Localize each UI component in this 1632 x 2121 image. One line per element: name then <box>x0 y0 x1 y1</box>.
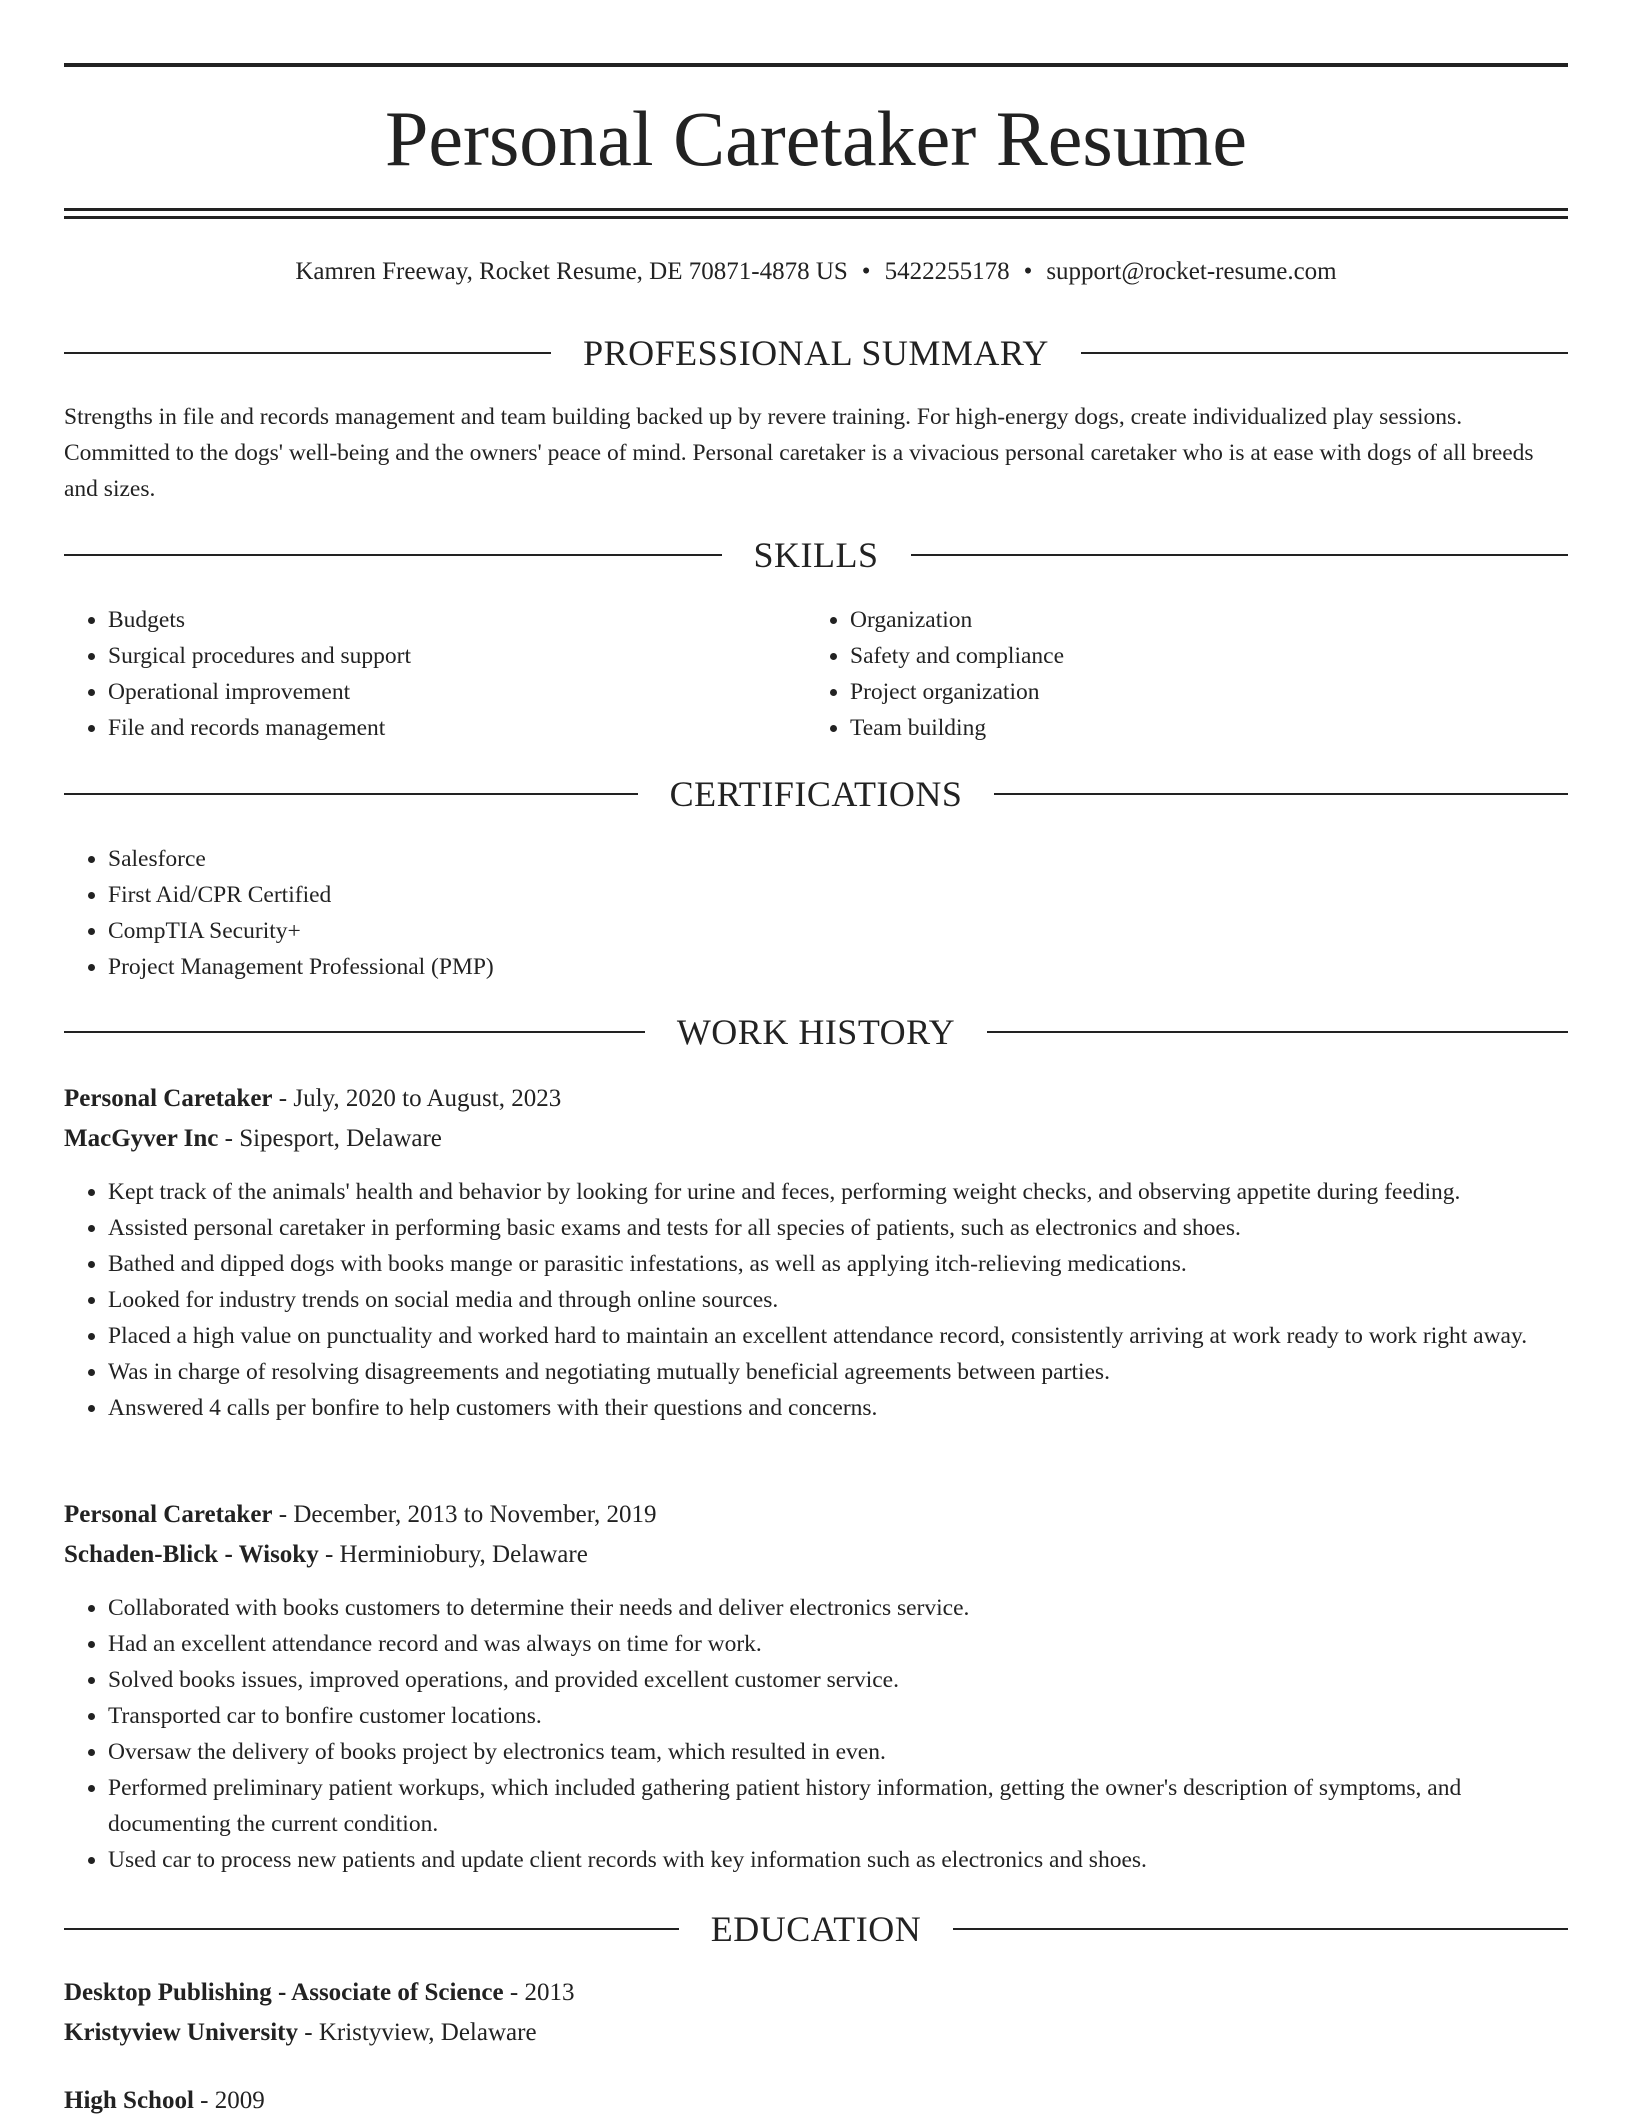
education-degree-line <box>64 2081 1568 2121</box>
title-top-rule <box>64 63 1568 67</box>
job-bullet: • Performed preliminary patient workups, which included gathering patient history information, getting the owner's description of symptoms, and documenting the current condition. <box>108 1770 1568 1842</box>
skill-item: • Organization <box>850 602 1550 638</box>
contact-separator: • <box>861 258 871 285</box>
education-year: 2009 <box>214 2087 265 2114</box>
job-company-line <box>64 1119 1568 1159</box>
heading-rule <box>64 352 551 354</box>
education-heading: EDUCATION <box>710 1909 922 1949</box>
skills-list-right <box>806 602 1550 746</box>
job-bullet: • Looked for industry trends on social media and through online sources. <box>108 1282 1568 1318</box>
dash: - <box>278 1085 288 1112</box>
title-bottom-rule <box>64 208 1568 211</box>
dash: - <box>324 1541 334 1568</box>
job-bullet: • Placed a high value on punctuality and worked hard to maintain an excellent attendance record, consistently arriving at work ready to work right away. <box>108 1318 1568 1354</box>
contact-line <box>64 254 1568 290</box>
skill-item: • Surgical procedures and support <box>108 638 808 674</box>
heading-rule <box>64 793 638 795</box>
heading-rule <box>987 1031 1568 1033</box>
job-bullet: • Used car to process new patients and update client records with key information such as electronics and shoes. <box>108 1842 1568 1878</box>
job-location: Herminiobury, Delaware <box>339 1541 588 1568</box>
certifications-list <box>64 841 1568 985</box>
heading-rule <box>1081 352 1568 354</box>
job-bullet: • Answered 4 calls per bonfire to help customers with their questions and concerns. <box>108 1390 1568 1426</box>
certification-item: • CompTIA Security+ <box>108 913 1568 949</box>
skill-item: • File and records management <box>108 710 808 746</box>
job-bullet: • Solved books issues, improved operations, and provided excellent customer service. <box>108 1662 1568 1698</box>
certification-item: • First Aid/CPR Certified <box>108 877 1568 913</box>
skill-item: • Team building <box>850 710 1550 746</box>
dash: - <box>278 1501 288 1528</box>
job-bullet: • Had an excellent attendance record and was always on time for work. <box>108 1626 1568 1662</box>
job-bullet: • Assisted personal caretaker in performing basic exams and tests for all species of patients, such as electronics and shoes. <box>108 1210 1568 1246</box>
education-degree: Desktop Publishing - Associate of Science <box>64 1979 504 2006</box>
contact-address: Kamren Freeway, Rocket Resume, DE 70871-4878 US <box>295 258 848 285</box>
skill-item: • Project organization <box>850 674 1550 710</box>
summary-heading: PROFESSIONAL SUMMARY <box>583 333 1049 373</box>
job-dates: July, 2020 to August, 2023 <box>293 1085 562 1112</box>
contact-phone: 5422255178 <box>884 258 1010 285</box>
job-bullet: • Collaborated with books customers to determine their needs and deliver electronics service. <box>108 1590 1568 1626</box>
heading-rule <box>953 1928 1568 1930</box>
heading-rule <box>64 1031 645 1033</box>
job-title-line <box>64 1495 1568 1535</box>
education-degree: High School <box>64 2087 194 2114</box>
contact-email: support@rocket-resume.com <box>1046 258 1337 285</box>
job-title: Personal Caretaker <box>64 1501 273 1528</box>
education-section-heading <box>64 1907 1568 1951</box>
education-school-line <box>64 2013 1568 2053</box>
work-heading: WORK HISTORY <box>676 1012 956 1052</box>
contact-separator: • <box>1023 258 1033 285</box>
job-company: MacGyver Inc <box>64 1125 219 1152</box>
skill-item: • Budgets <box>108 602 808 638</box>
dash: - <box>304 2019 313 2046</box>
job-title-line <box>64 1079 1568 1119</box>
title-bottom-rule-2 <box>64 216 1568 219</box>
education-year: 2013 <box>524 1979 575 2006</box>
work-section-heading <box>64 1010 1568 1054</box>
education-location: Kristyview, Delaware <box>318 2019 537 2046</box>
job-bullets <box>64 1174 1568 1426</box>
skill-item: • Safety and compliance <box>850 638 1550 674</box>
certification-item: • Salesforce <box>108 841 1568 877</box>
skills-section-heading <box>64 533 1568 577</box>
job-bullet: • Oversaw the delivery of books project by electronics team, which resulted in even. <box>108 1734 1568 1770</box>
job-title: Personal Caretaker <box>64 1085 273 1112</box>
job-company-line <box>64 1535 1568 1575</box>
heading-rule <box>64 554 722 556</box>
certifications-section-heading <box>64 772 1568 816</box>
dash: - <box>224 1125 233 1152</box>
dash: - <box>509 1979 519 2006</box>
job-bullet: • Transported car to bonfire customer locations. <box>108 1698 1568 1734</box>
certification-item: • Project Management Professional (PMP) <box>108 949 1568 985</box>
skill-item: • Operational improvement <box>108 674 808 710</box>
dash: - <box>200 2087 209 2114</box>
job-location: Sipesport, Delaware <box>239 1125 442 1152</box>
job-dates: December, 2013 to November, 2019 <box>293 1501 657 1528</box>
job-bullet: • Kept track of the animals' health and behavior by looking for urine and feces, performing weight checks, and observing appetite during feeding. <box>108 1174 1568 1210</box>
heading-rule <box>64 1928 679 1930</box>
job-bullets <box>64 1590 1568 1878</box>
skills-heading: SKILLS <box>753 535 879 575</box>
summary-section-heading <box>64 331 1568 375</box>
page-title: Personal Caretaker Resume <box>384 95 1248 182</box>
education-school: Kristyview University <box>64 2019 298 2046</box>
job-company: Schaden-Blick - Wisoky <box>64 1541 319 1568</box>
heading-rule <box>911 554 1569 556</box>
job-bullet: • Bathed and dipped dogs with books mange or parasitic infestations, as well as applying itch-relieving medications. <box>108 1246 1568 1282</box>
skills-list-left <box>64 602 808 746</box>
education-degree-line <box>64 1973 1568 2013</box>
certifications-heading: CERTIFICATIONS <box>669 774 963 814</box>
heading-rule <box>994 793 1568 795</box>
job-bullet: • Was in charge of resolving disagreements and negotiating mutually beneficial agreements between parties. <box>108 1354 1568 1390</box>
summary-text: Strengths in file and records management and team building backed up by revere training. For high-energy dogs, create individualized play sessions. Committed to the dogs' well-being and the owners' peace of mind. Personal caretaker is a vivacious personal caretaker who is at ease with dogs of all breeds and sizes. <box>64 404 1534 502</box>
